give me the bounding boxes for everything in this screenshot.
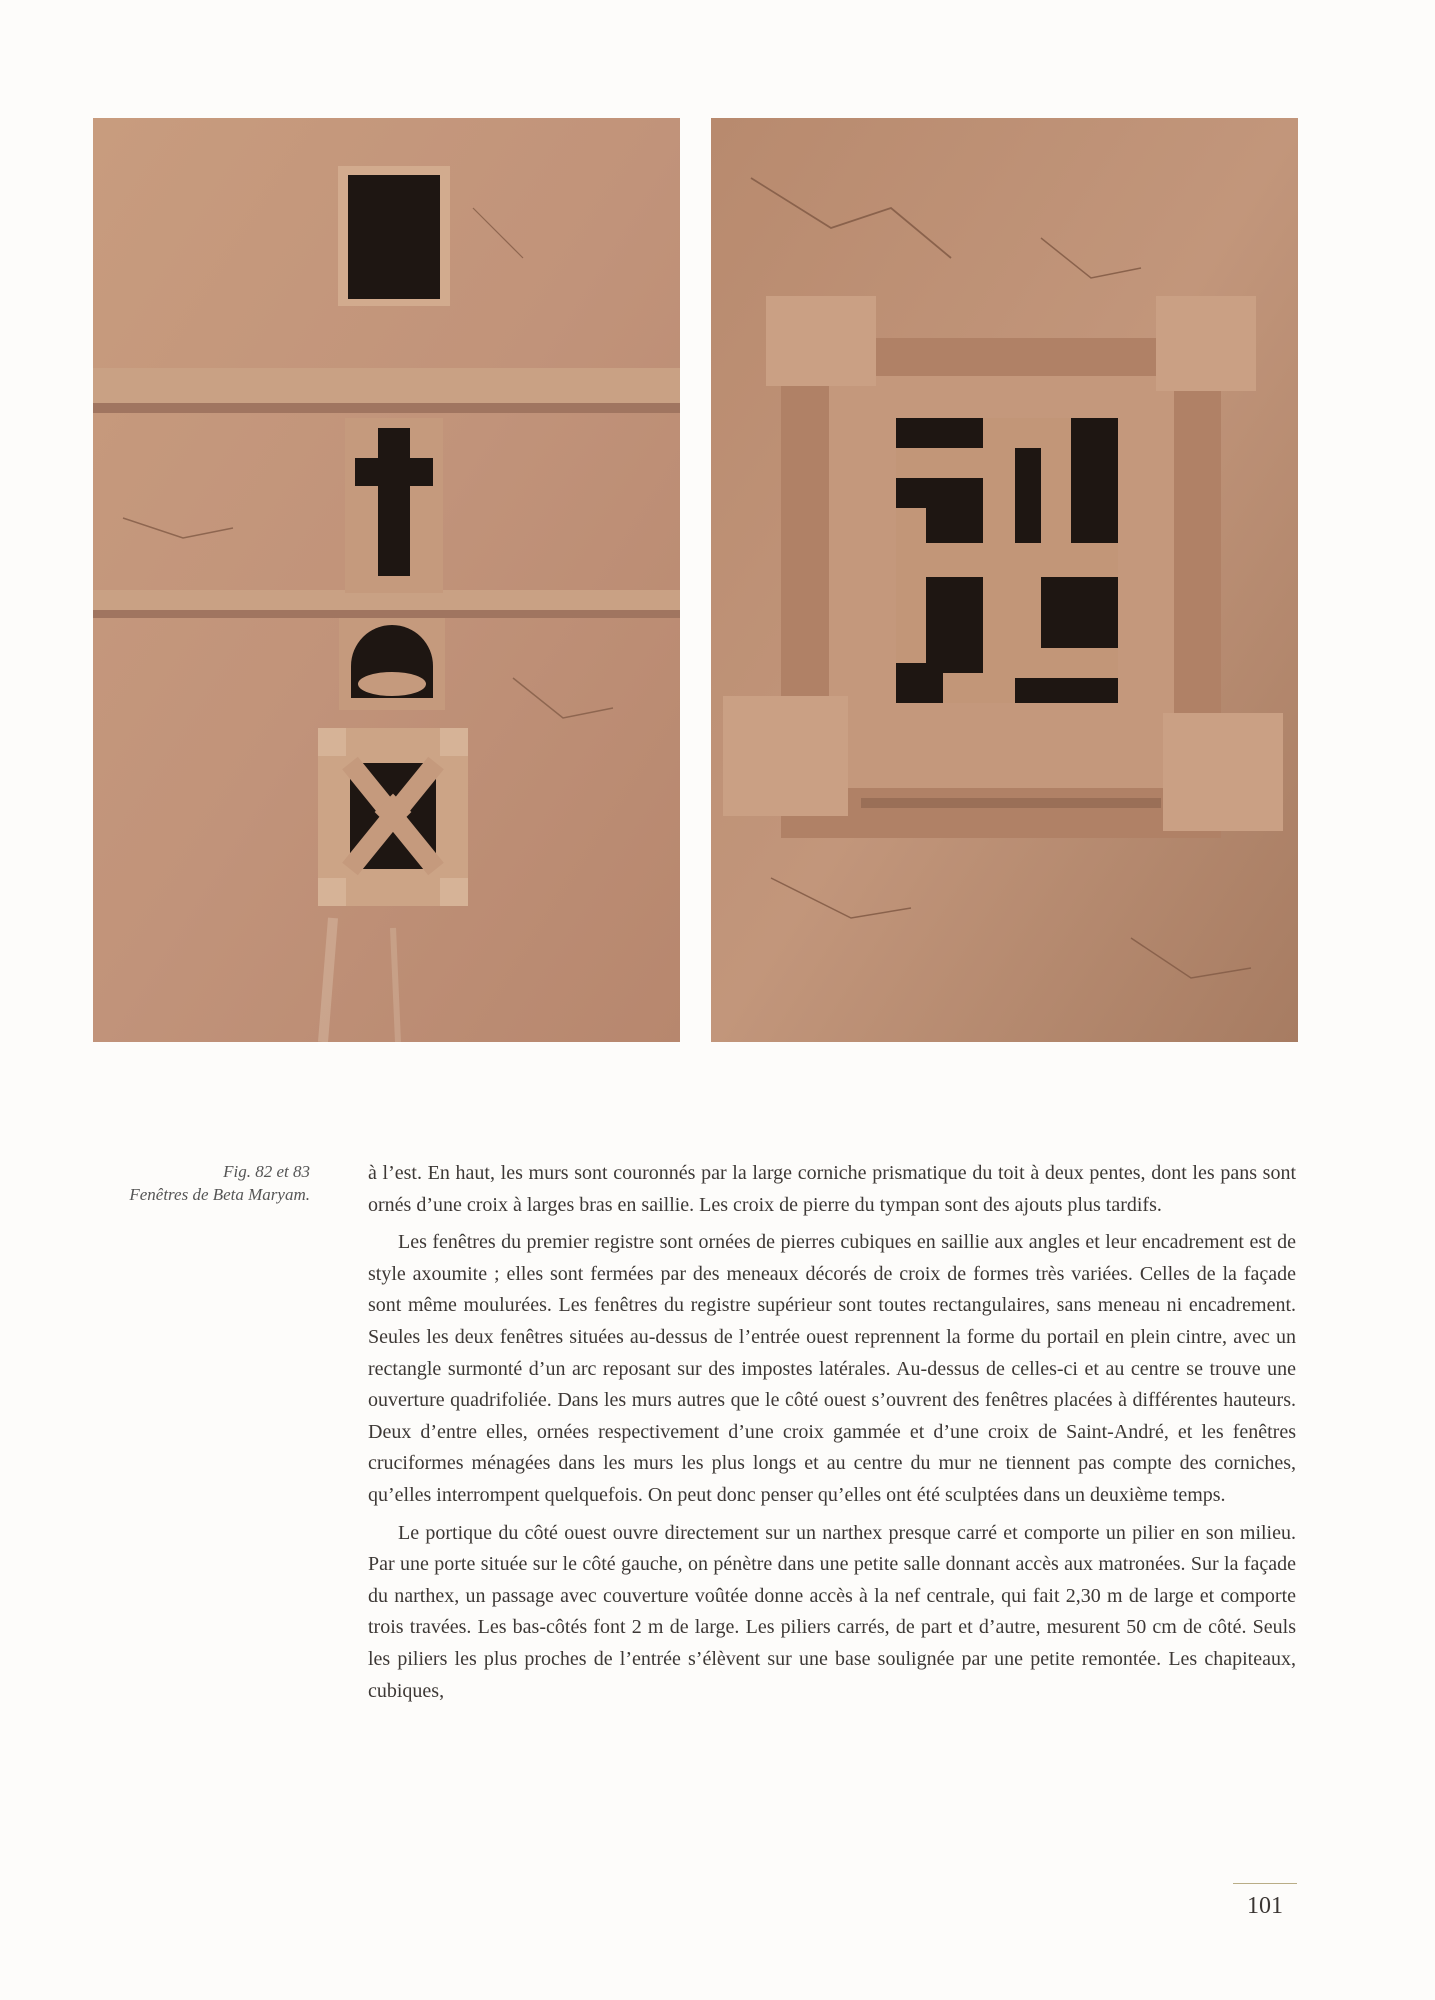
photo-window-right [711, 118, 1298, 1042]
page-number-rule [1233, 1883, 1297, 1884]
paragraph-1: à l’est. En haut, les murs sont couronnés par la large corniche prismatique du toit à deux pentes, dont les pans sont ornés d’une croix à larges bras en saillie. Les croix de pierre du tympan sont des ajouts plus tardifs. [368, 1162, 1296, 1216]
stone-wall-illustration-right [711, 118, 1298, 1042]
caption-figure-number: Fig. 82 et 83 [223, 1162, 310, 1181]
photo-windows-left [93, 118, 680, 1042]
paragraph-3: Le portique du côté ouest ouvre directement sur un narthex presque carré et comporte un pilier en son milieu. Par une porte située sur le côté gauche, on pénètre dans une petite salle donnant accès aux matronées. Sur la façade du narthex, un passage avec couverture voûtée donne accès à la nef centrale, qui fait 2,30 m de large et comporte trois travées. Les bas-côtés font 2 m de large. Les piliers carrés, de part et d’autre, mesurent 50 cm de côté. Seuls les piliers les plus proches de l’entrée s’élèvent sur une base soulignée par une petite remontée. Les chapiteaux, cubiques, [368, 1521, 1296, 1702]
stone-wall-illustration-left [93, 118, 680, 1042]
page-number: 101 [1247, 1893, 1283, 1919]
paragraph-2: Les fenêtres du premier registre sont ornées de pierres cubiques en saillie aux angles et leur encadrement est de style axoumite ; elles sont fermées par des meneaux décorés de croix de formes très variées. Celles de la façade sont même moulurées. Les fenêtres du registre supérieur sont toutes rectangulaires, sans meneau ni encadrement. Seules les deux fenêtres situées au-dessus de l’entrée ouest reprennent la forme du portail en plein cintre, avec un rectangle surmonté d’un arc reposant sur des impostes latérales. Au-dessus de celles-ci et au centre se trouve une ouverture quadrifoliée. Dans les murs autres que le côté ouest s’ouvrent des fenêtres placées à différentes hauteurs. Deux d’entre elles, ornées respectivement d’une croix gammée et d’une croix de Saint-André, et les fenêtres cruciformes ménagées dans les murs les plus longs et au centre du mur ne tiennent pas compte des corniches, qu’elles interrompent quelquefois. On peut donc penser qu’elles ont été sculptées dans un deuxième temps. [368, 1231, 1296, 1506]
figure-caption [120, 1160, 310, 1206]
body-text [368, 1158, 1296, 1713]
caption-description: Fenêtres de Beta Maryam. [129, 1185, 310, 1204]
